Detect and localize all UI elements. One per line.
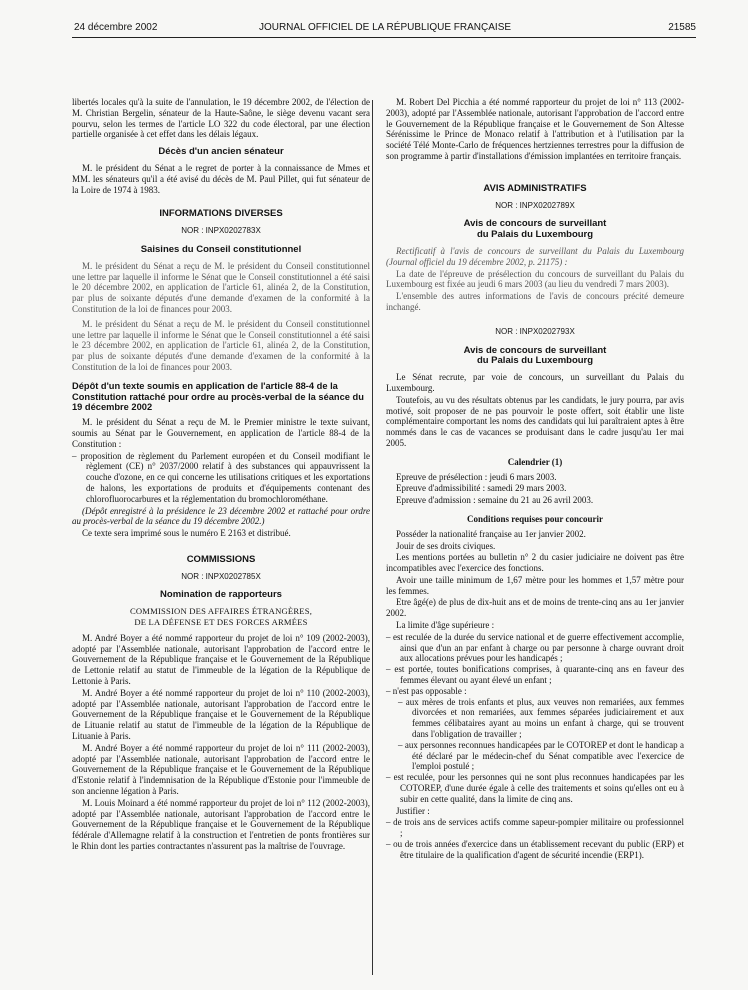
avis2-heading	[386, 346, 684, 368]
informations-nor: NOR : INPX0202783X	[181, 226, 261, 236]
justifier-text-2: ou de trois années d'exercice dans un établissement recevant du public (ERP) et être titulaire de la qualification d'agent de sécurité incendie (ERP1).	[393, 839, 685, 860]
condition-5: Etre âgé(e) de plus de dix-huit ans et de moins de trente-cinq ans au 1er janvier 2002.	[386, 597, 684, 619]
age-limit-list	[386, 632, 684, 805]
age-limit-item-3: – n'est pas opposable :	[386, 685, 467, 696]
header-rule	[72, 37, 696, 38]
avis2-paragraph-2: Toutefois, au vu des résultats obtenus par les candidats, le jury pourra, par avis motivé, soit proposer de ne pas pourvoir le poste offert, soit établir une liste complémentaire comportant les noms des candidats qui lui paraîtraient aptes à être nommés dans le cas de vacances se produisant dans le cadre jusqu'au 1er mai 2005.	[386, 394, 684, 448]
saisine-paragraph-2: M. le président du Sénat a reçu de M. le président du Conseil constitutionnel une lettre par laquelle il informe le Sénat que le Conseil constitutionnel a été saisi le 23 décembre 2002, en application de l'article 61, alinéa 2, de la Constitution, par plus de soixante députés d'une demande d'examen de la conformité à la Constitution de la loi de finances pour 2003.	[72, 318, 370, 372]
age-limit-subtext-1: aux mères de trois enfants et plus, aux veuves non remariées, aux femmes divorcées et non remariées, aux femmes séparées judiciairement et aux femmes célibataires ayant au moins un enfant à charge, qui se trouvent dans l'obligation de travailler ;	[405, 696, 684, 740]
depot-item-text: proposition de règlement du Parlement européen et du Conseil modifiant le règlement (CE) n° 2037/2000 relatif à des substances qui appauvrissent la couche d'ozone, en ce qui concerne les utilisations critiques et les exportations de halons, les exportations de produits et d'équipements contenant des chlorofluorocarbures et la réglementation du bromochlorométhane.	[80, 450, 371, 504]
rapporteur-paragraph-3: M. André Boyer a été nommé rapporteur du projet de loi n° 111 (2002-2003), adopté par l'Assemblée nationale, autorisant l'approbation de l'accord entre le Gouvernement de la République française et le Gouvernement de la République d'Estonie relatif à l'indemnisation de la République d'Estonie pour l'immeuble de son ancienne légation à Paris.	[72, 742, 370, 797]
conditions-heading: Conditions requises pour concourir	[467, 513, 603, 524]
rapporteur-paragraph-5: M. Robert Del Picchia a été nommé rapporteur du projet de loi n° 113 (2002-2003), adopté par l'Assemblée nationale, autorisant l'approbation de l'accord entre le Gouvernement de la République française et le Gouvernement de Son Altesse Sérénissime le Prince de Monaco relatif à l'attribution et à l'utilisation par la société Télé Monte-Carlo de fréquences hertziennes terrestres pour la diffusion de son programme à partir d'installations d'émission implantées en territoire français.	[386, 97, 684, 161]
calendrier-item-2: Epreuve d'admissibilité : samedi 29 mars 2003.	[396, 483, 567, 494]
justifier-text-1: de trois ans de services actifs comme sapeur-pompier militaire ou professionnel ;	[393, 817, 685, 839]
saisines-heading: Saisines du Conseil constitutionnel	[140, 243, 302, 255]
depot-list	[72, 451, 370, 505]
depot-heading: Dépôt d'un texte soumis en application de l'article 88-4 de la Constitution rattaché pour ordre au procès-verbal de la séance du 19 décembre 2002	[72, 380, 364, 413]
age-limit-text-1: est reculée de la durée du service national et de guerre effectivement accomplie, ainsi que d'un an par enfant à charge ou par personne à charge ouvrant droit aux allocations prévues pour les handicapés ;	[393, 631, 685, 664]
justifier-list	[386, 817, 684, 860]
age-limit-item-4: – est reculée, pour les personnes qui ne sont plus reconnues handicapées par les COTOREP, d'une durée égale à celle des traitements et soins qu'elles ont eu à subir en cette qualité, dans la limite de cinq ans.	[386, 772, 684, 804]
avis-nor: NOR : INPX0202789X	[495, 200, 575, 210]
age-limit-text-4: est reculée, pour les personnes qui ne sont plus reconnues handicapées par les COTOREP, d'une durée égale à celle des traitements et soins qu'elles ont eu à subir en cette qualité, dans la limite de cinq ans.	[393, 772, 684, 804]
header-page-number: 21585	[668, 22, 696, 33]
condition-2: Jouir de ses droits civiques.	[396, 540, 496, 551]
depot-print-notice: Ce texte sera imprimé sous le numéro E 2163 et distribué.	[82, 528, 291, 539]
rectificatif-rest-paragraph: L'ensemble des autres informations de l'avis de concours précité demeure inchangé.	[386, 291, 684, 312]
deces-paragraph: M. le président du Sénat a le regret de porter à la connaissance de Mmes et MM. les sénateurs qu'il a été avisé du décès de M. Paul Pillet, qui fut sénateur de la Loire de 1974 à 1983.	[72, 162, 370, 195]
intro-paragraph: libertés locales qu'à la suite de l'annulation, le 19 décembre 2002, de l'élection de M. Christian Bergelin, sénateur de la Haute-Saône, le siège devenu vacant sera pourvu, selon les termes de l'article LO 322 du code électoral, par une élection partielle organisée à cet effet dans les délais légaux.	[72, 97, 370, 140]
rapporteur-paragraph-1: M. André Boyer a été nommé rapporteur du projet de loi n° 109 (2002-2003), adopté par l'Assemblée nationale, autorisant l'approbation de l'accord entre le Gouvernement de la République française et le Gouvernement de la République de Lettonie relatif au statut de l'immeuble de la légation de la République de Lettonie à Paris.	[72, 632, 370, 687]
avis1-heading	[386, 219, 684, 241]
informations-heading: INFORMATIONS DIVERSES	[159, 208, 283, 220]
rapporteur-paragraph-2: M. André Boyer a été nommé rapporteur du projet de loi n° 110 (2002-2003), adopté par l'Assemblée nationale, autorisant l'approbation de l'accord entre le Gouvernement de la République française et le Gouvernement de la République de Lituanie relatif au statut de l'immeuble de la légation de la République de Lituanie à Paris.	[72, 687, 370, 742]
age-limit-item-1: – est reculée de la durée du service national et de guerre effectivement accomplie, ainsi que d'un an par enfant à charge ou par personne à charge ouvrant droit aux allocations prévues pour les handicapés ;	[386, 631, 685, 664]
justifier-item-1: – de trois ans de services actifs comme sapeur-pompier militaire ou professionnel ;	[386, 817, 685, 839]
avis2-heading-line-2: du Palais du Luxembourg	[476, 355, 594, 367]
depot-list-item: – proposition de règlement du Parlement européen et du Conseil modifiant le règlement (CE) n° 2037/2000 relatif à des substances qui appauvrissent la couche d'ozone, en ce qui concerne les utilisations critiques et les exportations de halons, les exportations de produits et d'équipements contenant des chlorofluorocarbures et la réglementation du bromochlorométhane.	[72, 450, 371, 504]
age-limit-subitem-2: – aux personnes reconnues handicapées par le COTOREP et dont le handicap a été déclaré par le médecin-chef du Sénat compatible avec l'exercice de l'emploi postulé ;	[398, 739, 684, 772]
commission-name	[72, 606, 370, 628]
condition-3: Les mentions portées au bulletin n° 2 du casier judiciaire ne doivent pas être incompatibles avec l'exercice des fonctions.	[386, 552, 684, 574]
rectificatif-paragraph: Rectificatif à l'avis de concours de surveillant du Palais du Luxembourg (Journal officiel du 19 décembre 2002, p. 21175) :	[386, 245, 684, 267]
commission-name-line-1: COMMISSION DES AFFAIRES ÉTRANGÈRES,	[129, 606, 313, 617]
condition-1: Posséder la nationalité française au 1er janvier 2002.	[396, 528, 586, 539]
condition-6: La limite d'âge supérieure :	[396, 620, 495, 631]
avis2-heading-line-1: Avis de concours de surveillant	[463, 344, 607, 356]
deces-heading: Décès d'un ancien sénateur	[158, 146, 284, 158]
calendrier-heading: Calendrier (1)	[507, 456, 563, 467]
commissions-heading: COMMISSIONS	[186, 553, 256, 565]
avis2-nor: NOR : INPX0202793X	[495, 326, 575, 336]
left-column	[72, 97, 370, 853]
nomination-heading: Nomination de rapporteurs	[160, 589, 282, 601]
depot-paragraph: M. le président du Sénat a reçu de M. le Premier ministre le texte suivant, soumis au Sénat par le Gouvernement, en application de l'article 88-4 de la Constitution :	[72, 417, 370, 449]
right-column	[386, 97, 684, 862]
header-journal-title: JOURNAL OFFICIEL DE LA RÉPUBLIQUE FRANÇAISE	[258, 22, 512, 33]
age-limit-text-2: est portée, toutes bonifications comprises, à quarante-cinq ans en faveur des femmes élevant ou ayant élevé un enfant ;	[394, 664, 685, 686]
avis2-paragraph-1: Le Sénat recrute, par voie de concours, un surveillant du Palais du Luxembourg.	[386, 372, 684, 393]
avis1-heading-line-1: Avis de concours de surveillant	[463, 218, 607, 230]
justifier-label: Justifier :	[396, 805, 430, 816]
commission-name-line-2: DE LA DÉFENSE ET DES FORCES ARMÉES	[134, 617, 308, 628]
commissions-nor: NOR : INPX0202785X	[181, 571, 261, 581]
rapporteur-paragraph-4: M. Louis Moinard a été nommé rapporteur du projet de loi n° 112 (2002-2003), adopté par l'Assemblée nationale, autorisant l'approbation de l'accord entre le Gouvernement de la République française et le Gouvernement de la République fédérale d'Allemagne relatif à la construction et l'entretien de ponts frontières sur le Rhin dont les parties contractantes n'assurent pas la maîtrise de l'ouvrage.	[72, 797, 370, 852]
rectificatif-date-paragraph: La date de l'épreuve de présélection du concours de surveillant du Palais du Luxembourg est fixée au jeudi 6 mars 2003 (au lieu du vendredi 7 mars 2003).	[386, 268, 684, 290]
age-limit-subitem-1: – aux mères de trois enfants et plus, aux veuves non remariées, aux femmes divorcées et non remariées, aux femmes séparées judiciairement et aux femmes célibataires ayant au moins un enfant à charge, qui se trouvent dans l'obligation de travailler ;	[398, 696, 684, 740]
calendrier-item-1: Epreuve de présélection : jeudi 6 mars 2003.	[396, 471, 557, 482]
header-date: 24 décembre 2002	[74, 22, 158, 33]
age-limit-text-3: n'est pas opposable :	[392, 685, 467, 696]
calendrier-item-3: Epreuve d'admission : semaine du 21 au 26 avril 2003.	[396, 495, 594, 506]
page-header	[74, 20, 696, 38]
avis-heading: AVIS ADMINISTRATIFS	[483, 182, 587, 194]
column-divider	[372, 100, 373, 975]
age-limit-subtext-2: aux personnes reconnues handicapées par le COTOREP et dont le handicap a été déclaré par le médecin-chef du Sénat compatible avec l'exercice de l'emploi postulé ;	[404, 739, 684, 772]
age-limit-item-2: – est portée, toutes bonifications comprises, à quarante-cinq ans en faveur des femmes élevant ou ayant élevé un enfant ;	[386, 664, 685, 686]
justifier-item-2: – ou de trois années d'exercice dans un établissement recevant du public (ERP) et être titulaire de la qualification d'agent de sécurité incendie (ERP1).	[386, 839, 685, 860]
saisine-paragraph-1: M. le président du Sénat a reçu de M. le président du Conseil constitutionnel une lettre par laquelle il informe le Sénat que le Conseil constitutionnel a été saisi le 20 décembre 2002, en application de l'article 61, alinéa 2, de la Constitution, par plus de soixante députés d'une demande d'examen de la conformité à la Constitution de la loi de finances pour 2003.	[72, 260, 370, 314]
depot-note: (Dépôt enregistré à la présidence le 23 décembre 2002 et rattaché pour ordre au procès-verbal de la séance du 19 décembre 2002.)	[72, 505, 370, 527]
condition-4: Avoir une taille minimum de 1,67 mètre pour les hommes et 1,57 mètre pour les femmes.	[386, 574, 684, 596]
avis1-heading-line-2: du Palais du Luxembourg	[476, 229, 594, 241]
